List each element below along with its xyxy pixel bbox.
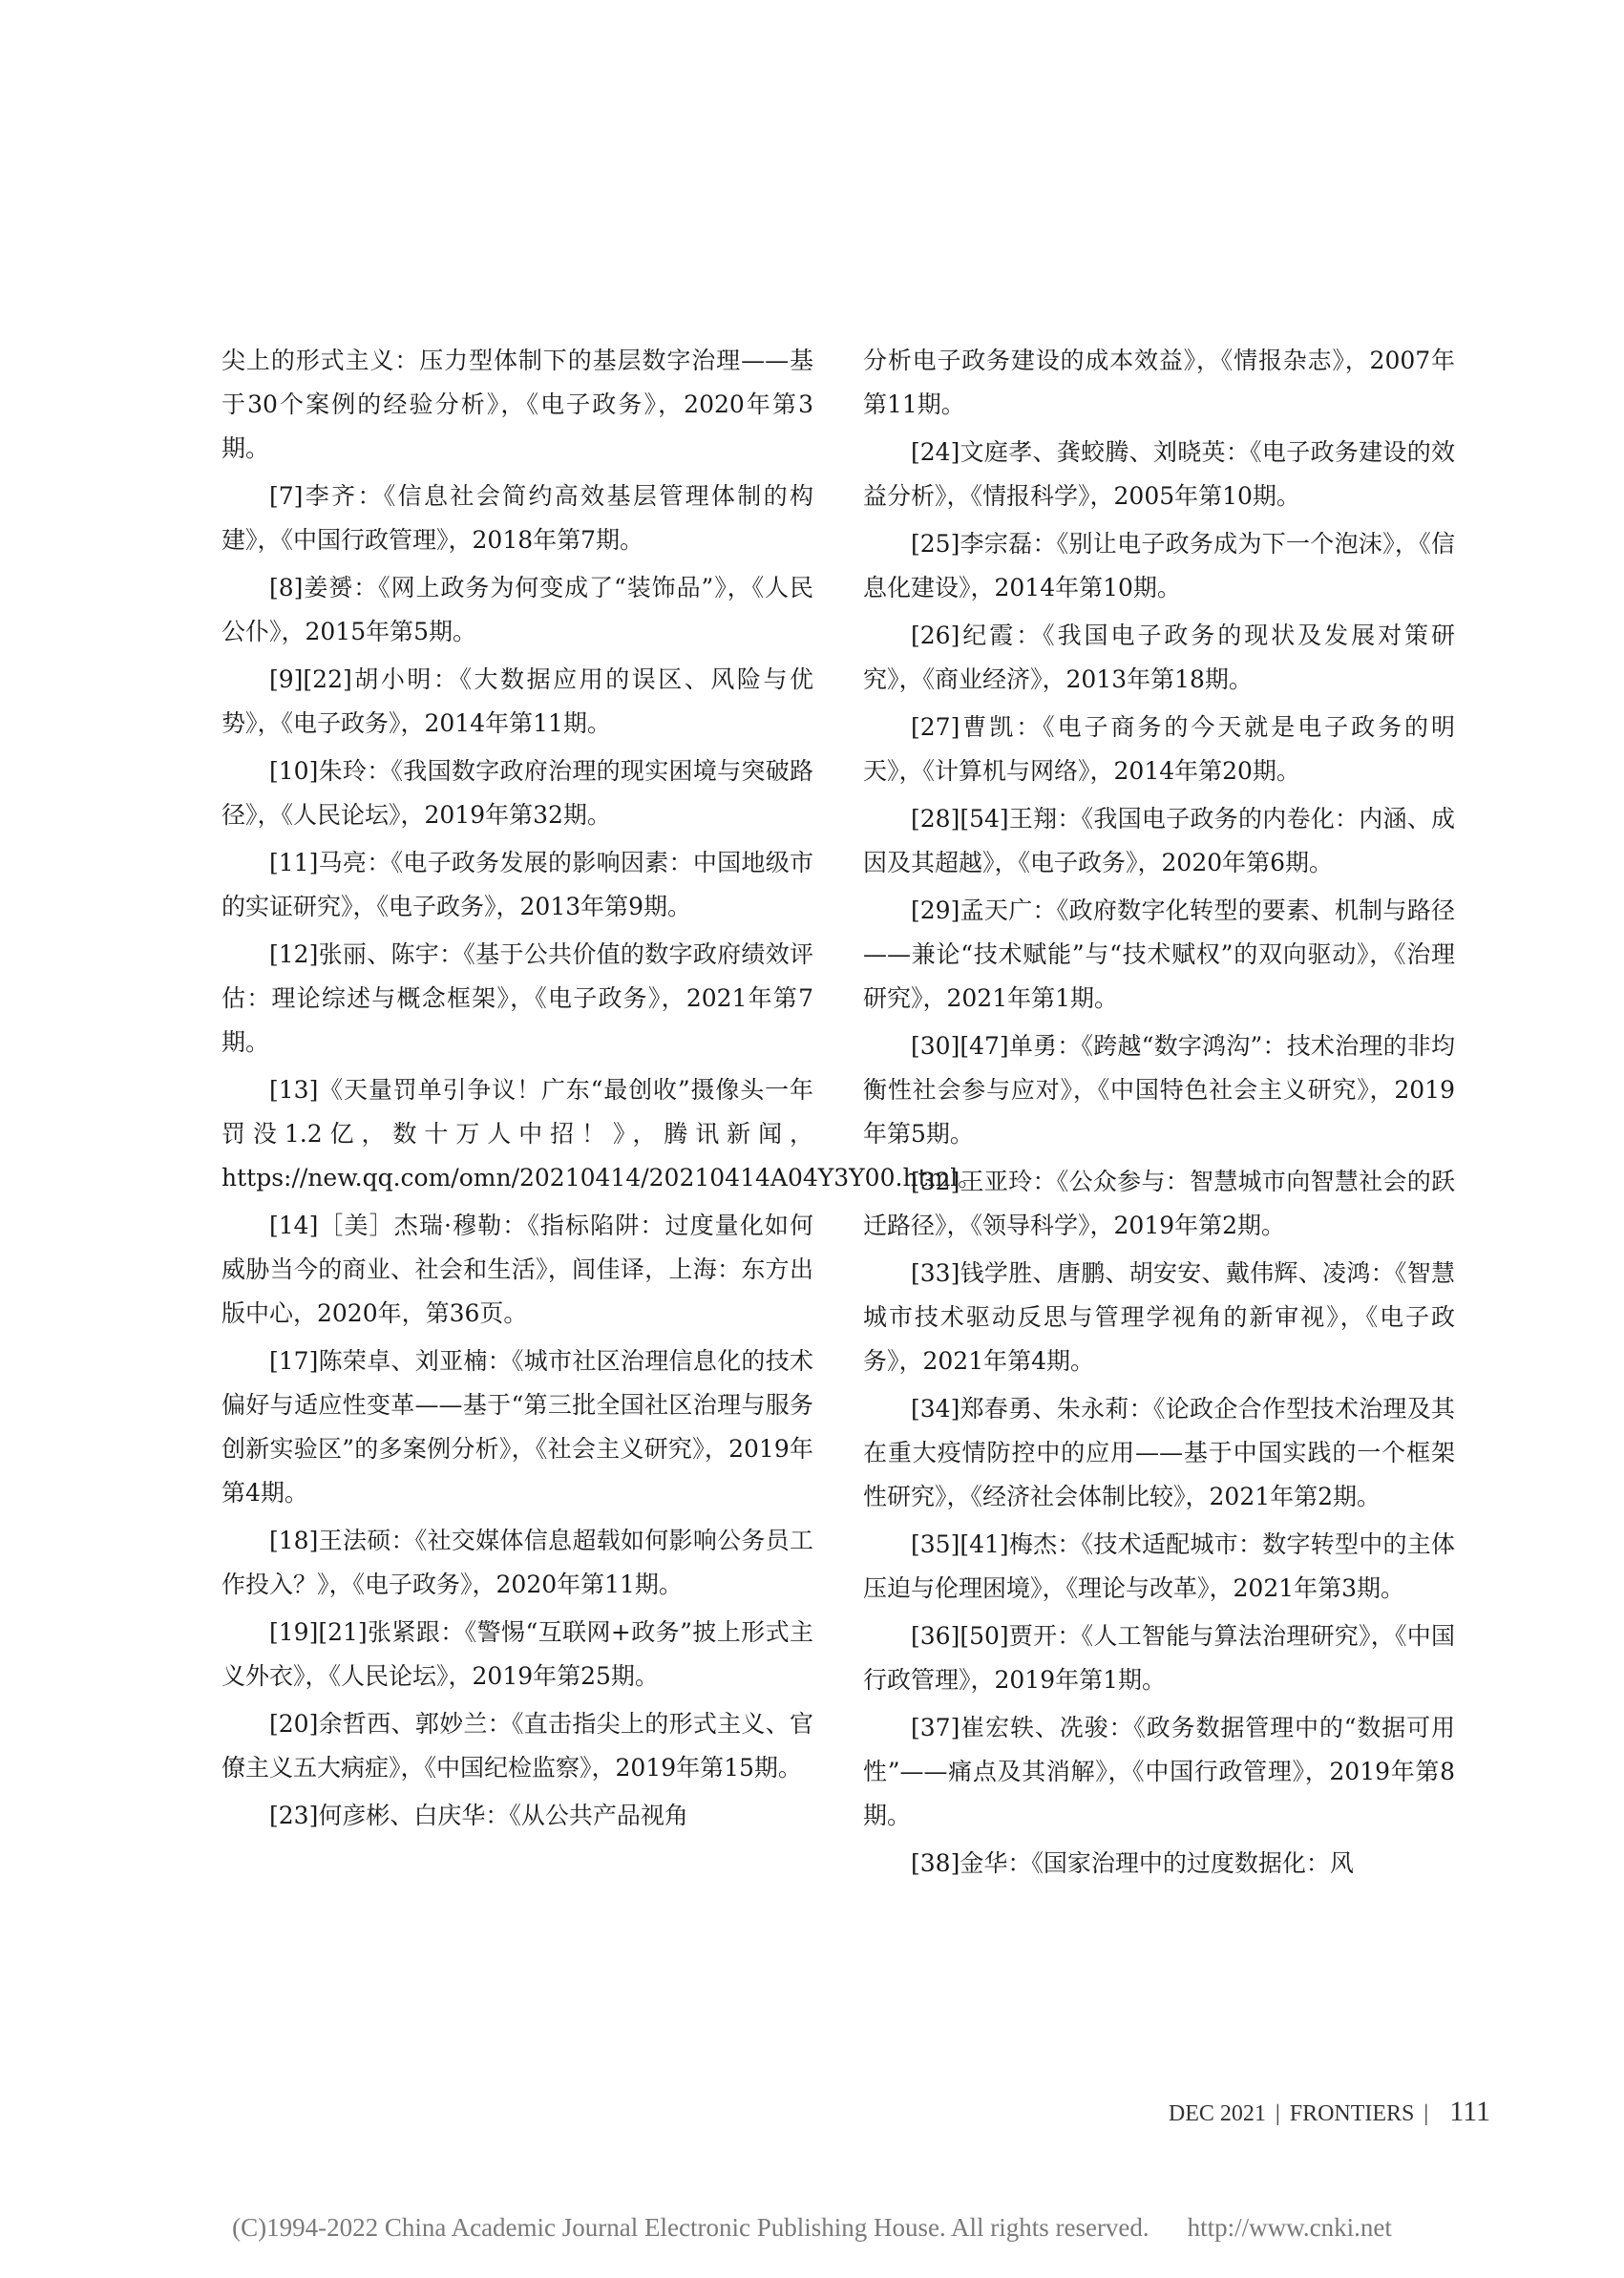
- reference-entry: [28][54]王翔：《我国电子政务的内卷化：内涵、成因及其超越》，《电子政务》，2020年第6期。: [863, 805, 1455, 876]
- footer-separator: |: [1275, 2101, 1280, 2126]
- reference-entry: [9][22]胡小明：《大数据应用的误区、风险与优势》，《电子政务》，2014年第11期。: [221, 665, 813, 737]
- copyright-text: (C)1994-2022 China Academic Journal Electronic Publishing House. All rights reserved.: [232, 2213, 1149, 2242]
- footer-separator: |: [1424, 2101, 1429, 2126]
- reference-column-right: [863, 339, 1455, 1889]
- reference-entry: [19][21]张紧跟：《警惕“互联网+政务”披上形式主义外衣》，《人民论坛》，2019年第25期。: [221, 1618, 813, 1690]
- reference-entry: [17]陈荣卓、刘亚楠：《城市社区治理信息化的技术偏好与适应性变革——基于“第三批全国社区治理与服务创新实验区”的多案例分析》，《社会主义研究》，2019年第4期。: [221, 1347, 813, 1507]
- reference-entry: [33]钱学胜、唐鹏、胡安安、戴伟辉、凌鸿：《智慧城市技术驱动反思与管理学视角的新审视》，《电子政务》，2021年第4期。: [863, 1259, 1455, 1375]
- reference-entry: [25]李宗磊：《别让电子政务成为下一个泡沫》，《信息化建设》，2014年第10期。: [863, 530, 1455, 601]
- page-footer: [1169, 2096, 1490, 2128]
- reference-entry: [24]文庭孝、龚蛟腾、刘晓英：《电子政务建设的效益分析》，《情报科学》，2005年第10期。: [863, 438, 1455, 510]
- footer-issue: DEC 2021: [1168, 2101, 1266, 2126]
- page-number: 111: [1449, 2096, 1490, 2127]
- copyright-url: http://www.cnki.net: [1187, 2213, 1392, 2242]
- footer-journal: FRONTIERS: [1289, 2101, 1415, 2126]
- reference-entry: [10]朱玲：《我国数字政府治理的现实困境与突破路径》，《人民论坛》，2019年第32期。: [221, 757, 813, 829]
- reference-entry: 分析电子政务建设的成本效益》，《情报杂志》，2007年第11期。: [863, 347, 1455, 418]
- reference-entry: [7]李齐：《信息社会简约高效基层管理体制的构建》，《中国行政管理》，2018年第7期。: [221, 482, 813, 554]
- reference-entry: [11]马亮：《电子政务发展的影响因素：中国地级市的实证研究》，《电子政务》，2013年第9期。: [221, 849, 813, 920]
- reference-column-left: [221, 339, 982, 1842]
- copyright-line: [0, 2213, 1624, 2243]
- reference-entry: 尖上的形式主义：压力型体制下的基层数字治理——基于30个案例的经验分析》，《电子政务》，2020年第3期。: [221, 347, 813, 462]
- reference-entry: [18]王法硕：《社交媒体信息超载如何影响公务员工作投入？》，《电子政务》，2020年第11期。: [221, 1527, 813, 1598]
- reference-entry: [35][41]梅杰：《技术适配城市：数字转型中的主体压迫与伦理困境》，《理论与改革》，2021年第3期。: [863, 1530, 1455, 1602]
- reference-entry: [14]［美］杰瑞·穆勒：《指标陷阱：过度量化如何威胁当今的商业、社会和生活》，闾佳译，上海：东方出版中心，2020年，第36页。: [221, 1212, 813, 1327]
- reference-entry: [13]《天量罚单引争议！广东“最创收”摄像头一年罚没1.2亿，数十万人中招！》，腾讯新闻，https://new.qq.com/omn/20210414/20210414A04Y3Y00.html。: [221, 1076, 982, 1192]
- reference-entry: [37]崔宏轶、冼骏：《政务数据管理中的“数据可用性”——痛点及其消解》，《中国行政管理》，2019年第8期。: [863, 1714, 1455, 1829]
- reference-entry: [32]王亚玲：《公众参与：智慧城市向智慧社会的跃迁路径》，《领导科学》，2019年第2期。: [863, 1168, 1455, 1239]
- reference-entry: [12]张丽、陈宇：《基于公共价值的数字政府绩效评估：理论综述与概念框架》，《电子政务》，2021年第7期。: [221, 940, 813, 1056]
- reference-entry: [36][50]贾开：《人工智能与算法治理研究》，《中国行政管理》，2019年第1期。: [863, 1622, 1455, 1694]
- reference-entry: [30][47]单勇：《跨越“数字鸿沟”：技术治理的非均衡性社会参与应对》，《中国特色社会主义研究》，2019年第5期。: [863, 1032, 1455, 1148]
- reference-entry: [34]郑春勇、朱永莉：《论政企合作型技术治理及其在重大疫情防控中的应用——基于中国实践的一个框架性研究》，《经济社会体制比较》，2021年第2期。: [863, 1395, 1455, 1510]
- reference-entry: [8]姜赟：《网上政务为何变成了“装饰品”》，《人民公仆》，2015年第5期。: [221, 574, 813, 645]
- reference-entry: [29]孟天广：《政府数字化转型的要素、机制与路径——兼论“技术赋能”与“技术赋权”的双向驱动》，《治理研究》，2021年第1期。: [863, 896, 1455, 1012]
- reference-entry: [27]曹凯：《电子商务的今天就是电子政务的明天》，《计算机与网络》，2014年第20期。: [863, 713, 1455, 785]
- reference-entry: [26]纪霞：《我国电子政务的现状及发展对策研究》，《商业经济》，2013年第18期。: [863, 622, 1455, 693]
- reference-entry: [38]金华：《国家治理中的过度数据化：风: [911, 1849, 1354, 1877]
- reference-entry: [20]余哲西、郭妙兰：《直击指尖上的形式主义、官僚主义五大病症》，《中国纪检监察》，2019年第15期。: [221, 1710, 813, 1782]
- reference-entry: [23]何彦彬、白庆华：《从公共产品视角: [269, 1802, 688, 1829]
